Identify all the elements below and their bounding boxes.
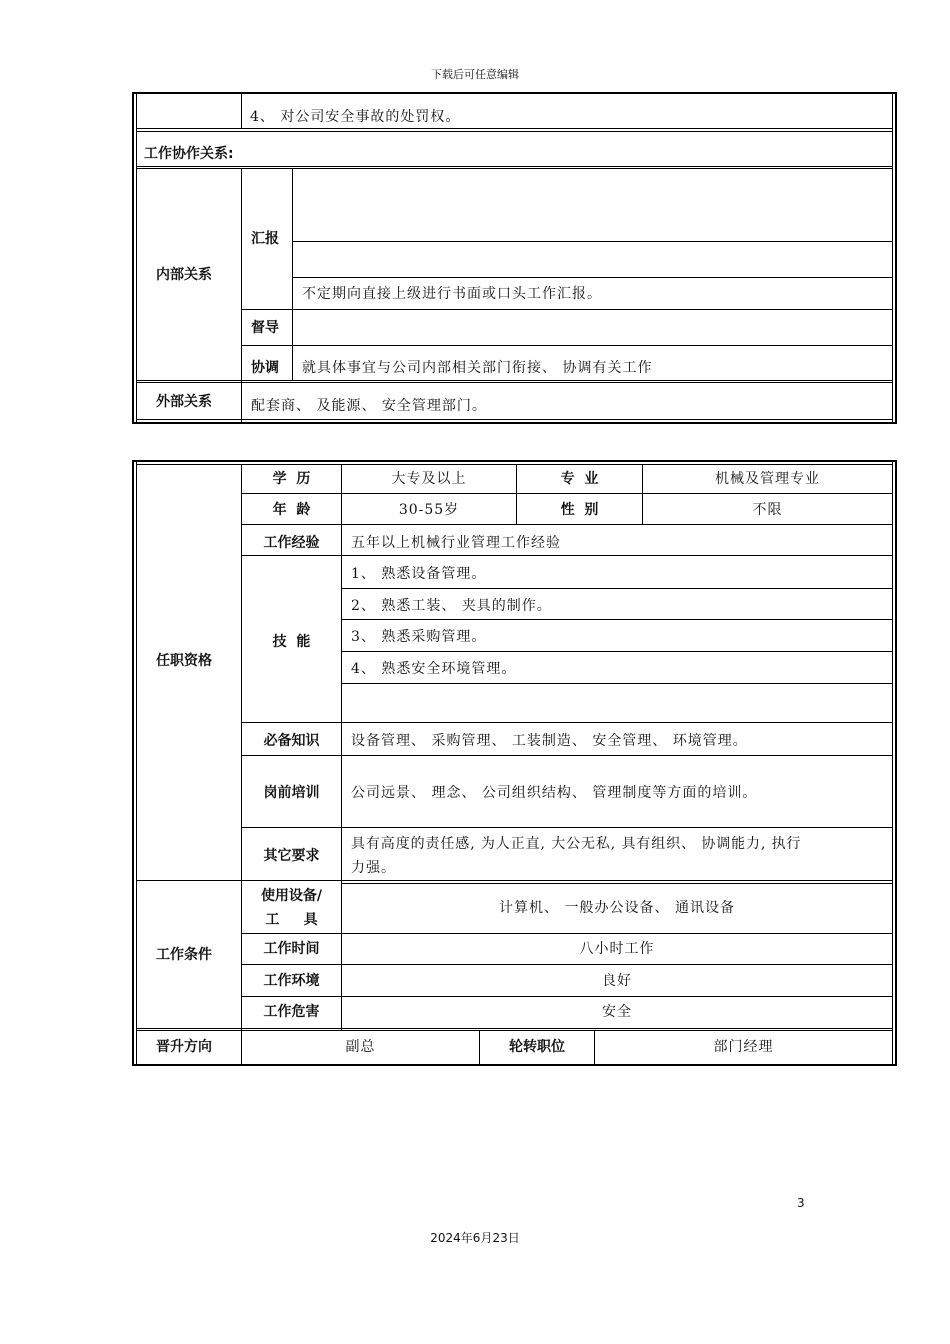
work-conditions-label: 工作条件 <box>156 947 212 963</box>
qualifications-label: 任职资格 <box>156 653 212 669</box>
coordinate-text: 就具体事宜与公司内部相关部门衔接、 协调有关工作 <box>302 360 653 376</box>
gender-value: 不限 <box>752 502 783 518</box>
page-number: 3 <box>797 1196 805 1210</box>
experience-value: 五年以上机械行业管理工作经验 <box>351 535 561 551</box>
work-hazard-label: 工作危害 <box>263 1004 320 1020</box>
work-hours-value: 八小时工作 <box>579 941 655 957</box>
education-value: 大专及以上 <box>391 471 467 487</box>
report-label: 汇报 <box>251 231 279 247</box>
work-environment-label: 工作环境 <box>263 973 320 989</box>
equipment-value: 计算机、 一般办公设备、 通讯设备 <box>499 900 735 916</box>
training-label: 岗前培训 <box>263 785 320 801</box>
work-hours-label: 工作时间 <box>263 941 320 957</box>
gender-label: 性 别 <box>560 502 599 518</box>
promotion-label: 晋升方向 <box>156 1039 212 1055</box>
training-value: 公司远景、 理念、 公司组织结构、 管理制度等方面的培训。 <box>351 785 758 801</box>
major-value: 机械及管理专业 <box>715 471 820 487</box>
external-relations-text: 配套商、 及能源、 安全管理部门。 <box>251 398 487 414</box>
coordinate-label: 协调 <box>251 360 279 376</box>
internal-relations-label: 内部关系 <box>156 267 212 283</box>
age-value: 30-55岁 <box>398 502 460 518</box>
skills-label: 技 能 <box>272 634 311 650</box>
page-header: 下载后可任意编辑 <box>431 68 519 81</box>
knowledge-label: 必备知识 <box>263 733 320 749</box>
other-requirements-label: 其它要求 <box>263 848 320 864</box>
footer-date: 2024年6月23日 <box>430 1231 520 1245</box>
promotion-value: 副总 <box>345 1039 376 1055</box>
rotation-label: 轮转职位 <box>509 1039 565 1055</box>
work-hazard-value: 安全 <box>602 1004 632 1020</box>
skill-item: 4、 熟悉安全环境管理。 <box>351 661 517 677</box>
knowledge-value: 设备管理、 采购管理、 工装制造、 安全管理、 环境管理。 <box>351 733 748 749</box>
skill-item: 1、 熟悉设备管理。 <box>351 566 487 582</box>
external-relations-label: 外部关系 <box>156 394 212 410</box>
duty-item-4: 4、 对公司安全事故的处罚权。 <box>250 109 461 125</box>
age-label: 年 龄 <box>272 502 311 518</box>
equipment-label-line-1: 使用设备/ <box>260 888 323 904</box>
equipment-label-line-2: 工 具 <box>265 912 318 928</box>
rotation-value: 部门经理 <box>713 1039 774 1055</box>
cooperation-heading: 工作协作关系: <box>144 146 234 162</box>
report-text: 不定期向直接上级进行书面或口头工作汇报。 <box>302 286 602 302</box>
work-environment-value: 良好 <box>602 973 632 989</box>
experience-label: 工作经验 <box>263 535 320 551</box>
supervise-label: 督导 <box>251 320 279 336</box>
skill-item: 2、 熟悉工装、 夹具的制作。 <box>351 598 552 614</box>
skill-item: 3、 熟悉采购管理。 <box>351 629 487 645</box>
other-requirements-line-1: 具有高度的责任感, 为人正直, 大公无私, 具有组织、 协调能力, 执行 <box>351 836 802 852</box>
major-label: 专 业 <box>560 471 599 487</box>
other-requirements-line-2: 力强。 <box>351 860 396 876</box>
education-label: 学 历 <box>272 471 311 487</box>
